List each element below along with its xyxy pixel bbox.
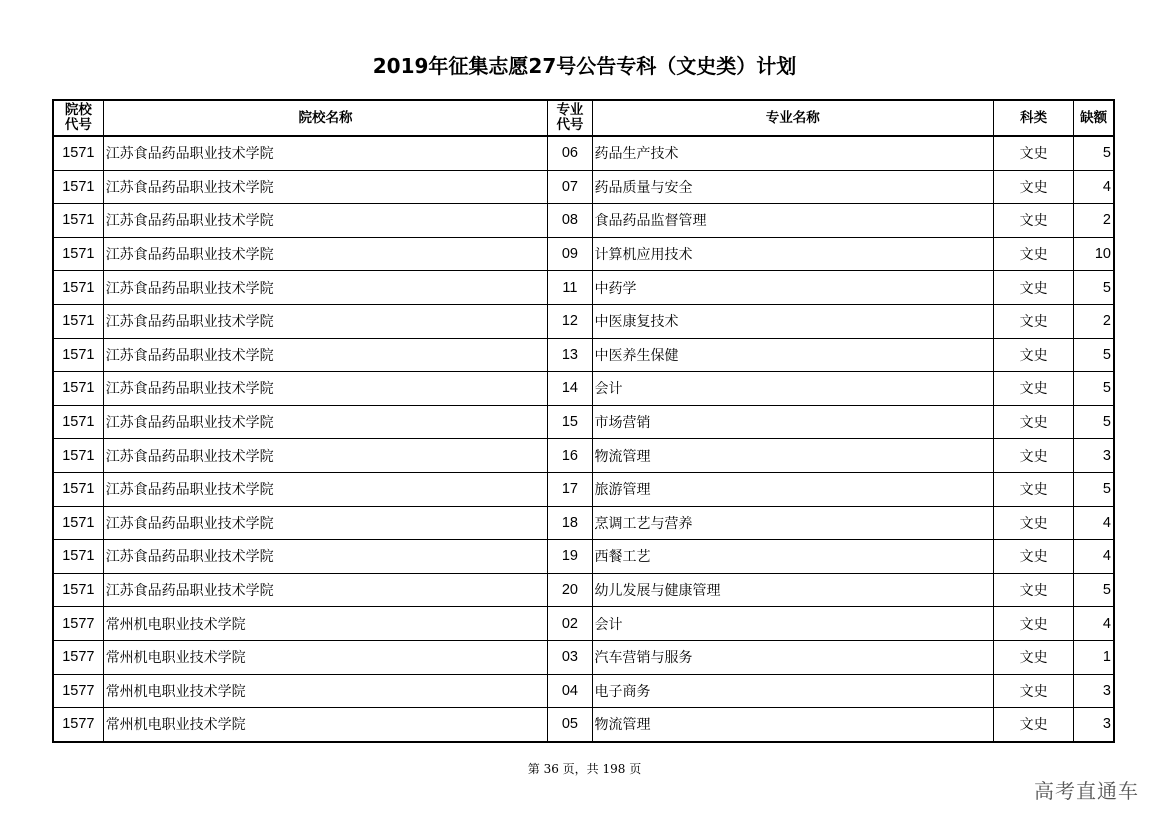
category-cell: 文史 bbox=[994, 607, 1074, 641]
header-vacancy: 缺额 bbox=[1074, 100, 1114, 136]
school-name-cell: 常州机电职业技术学院 bbox=[103, 708, 548, 742]
major-name-cell: 中医养生保健 bbox=[592, 338, 994, 372]
major-code-cell: 18 bbox=[548, 506, 592, 540]
major-code-cell: 17 bbox=[548, 472, 592, 506]
school-code-cell: 1571 bbox=[53, 439, 103, 473]
school-code-cell: 1571 bbox=[53, 204, 103, 238]
category-cell: 文史 bbox=[994, 338, 1074, 372]
header-category: 科类 bbox=[994, 100, 1074, 136]
table-row bbox=[53, 304, 1114, 338]
school-name-cell: 江苏食品药品职业技术学院 bbox=[103, 573, 548, 607]
school-code-cell: 1577 bbox=[53, 640, 103, 674]
major-code-cell: 05 bbox=[548, 708, 592, 742]
major-code-cell: 19 bbox=[548, 540, 592, 574]
school-name-cell: 常州机电职业技术学院 bbox=[103, 607, 548, 641]
header-school-code: 院校 代号 bbox=[53, 100, 103, 136]
category-cell: 文史 bbox=[994, 271, 1074, 305]
major-name-cell: 中药学 bbox=[592, 271, 994, 305]
vacancy-cell: 3 bbox=[1074, 708, 1114, 742]
header-major-name: 专业名称 bbox=[592, 100, 994, 136]
plan-table bbox=[52, 99, 1115, 743]
table-row bbox=[53, 573, 1114, 607]
school-name-cell: 江苏食品药品职业技术学院 bbox=[103, 271, 548, 305]
category-cell: 文史 bbox=[994, 439, 1074, 473]
major-name-cell: 幼儿发展与健康管理 bbox=[592, 573, 994, 607]
category-cell: 文史 bbox=[994, 204, 1074, 238]
school-code-cell: 1571 bbox=[53, 271, 103, 305]
major-name-cell: 烹调工艺与营养 bbox=[592, 506, 994, 540]
major-code-cell: 03 bbox=[548, 640, 592, 674]
major-code-cell: 16 bbox=[548, 439, 592, 473]
vacancy-cell: 3 bbox=[1074, 674, 1114, 708]
category-cell: 文史 bbox=[994, 640, 1074, 674]
school-name-cell: 江苏食品药品职业技术学院 bbox=[103, 439, 548, 473]
school-code-cell: 1571 bbox=[53, 338, 103, 372]
table-row bbox=[53, 674, 1114, 708]
vacancy-cell: 2 bbox=[1074, 204, 1114, 238]
school-name-cell: 江苏食品药品职业技术学院 bbox=[103, 372, 548, 406]
major-name-cell: 物流管理 bbox=[592, 708, 994, 742]
watermark: 高考直通车 bbox=[1034, 779, 1139, 803]
major-name-cell: 会计 bbox=[592, 607, 994, 641]
category-cell: 文史 bbox=[994, 573, 1074, 607]
major-code-cell: 11 bbox=[548, 271, 592, 305]
major-name-cell: 西餐工艺 bbox=[592, 540, 994, 574]
major-code-cell: 09 bbox=[548, 237, 592, 271]
page-title: 2019年征集志愿27号公告专科（文史类）计划 bbox=[372, 54, 797, 78]
school-name-cell: 江苏食品药品职业技术学院 bbox=[103, 237, 548, 271]
category-cell: 文史 bbox=[994, 506, 1074, 540]
major-name-cell: 电子商务 bbox=[592, 674, 994, 708]
major-code-cell: 15 bbox=[548, 405, 592, 439]
major-name-cell: 市场营销 bbox=[592, 405, 994, 439]
school-code-cell: 1571 bbox=[53, 304, 103, 338]
vacancy-cell: 4 bbox=[1074, 170, 1114, 204]
major-code-cell: 14 bbox=[548, 372, 592, 406]
school-name-cell: 江苏食品药品职业技术学院 bbox=[103, 136, 548, 170]
major-code-cell: 08 bbox=[548, 204, 592, 238]
school-code-cell: 1577 bbox=[53, 674, 103, 708]
school-code-cell: 1577 bbox=[53, 708, 103, 742]
vacancy-cell: 10 bbox=[1074, 237, 1114, 271]
major-name-cell: 汽车营销与服务 bbox=[592, 640, 994, 674]
header-major-code: 专业 代号 bbox=[548, 100, 592, 136]
category-cell: 文史 bbox=[994, 472, 1074, 506]
major-name-cell: 中医康复技术 bbox=[592, 304, 994, 338]
category-cell: 文史 bbox=[994, 708, 1074, 742]
school-name-cell: 江苏食品药品职业技术学院 bbox=[103, 170, 548, 204]
school-code-cell: 1571 bbox=[53, 540, 103, 574]
table-row bbox=[53, 372, 1114, 406]
vacancy-cell: 5 bbox=[1074, 271, 1114, 305]
table-row bbox=[53, 405, 1114, 439]
school-code-cell: 1577 bbox=[53, 607, 103, 641]
major-name-cell: 药品生产技术 bbox=[592, 136, 994, 170]
table-row bbox=[53, 338, 1114, 372]
category-cell: 文史 bbox=[994, 540, 1074, 574]
major-name-cell: 食品药品监督管理 bbox=[592, 204, 994, 238]
vacancy-cell: 5 bbox=[1074, 405, 1114, 439]
category-cell: 文史 bbox=[994, 237, 1074, 271]
major-code-cell: 07 bbox=[548, 170, 592, 204]
category-cell: 文史 bbox=[994, 170, 1074, 204]
vacancy-cell: 4 bbox=[1074, 506, 1114, 540]
table-row bbox=[53, 204, 1114, 238]
vacancy-cell: 5 bbox=[1074, 372, 1114, 406]
school-name-cell: 江苏食品药品职业技术学院 bbox=[103, 506, 548, 540]
table-row bbox=[53, 708, 1114, 742]
category-cell: 文史 bbox=[994, 372, 1074, 406]
major-name-cell: 会计 bbox=[592, 372, 994, 406]
vacancy-cell: 2 bbox=[1074, 304, 1114, 338]
table-row bbox=[53, 640, 1114, 674]
table-row bbox=[53, 607, 1114, 641]
school-name-cell: 常州机电职业技术学院 bbox=[103, 674, 548, 708]
vacancy-cell: 5 bbox=[1074, 338, 1114, 372]
table-body bbox=[53, 136, 1114, 742]
table-row bbox=[53, 439, 1114, 473]
vacancy-cell: 5 bbox=[1074, 573, 1114, 607]
table-row bbox=[53, 540, 1114, 574]
school-code-cell: 1571 bbox=[53, 237, 103, 271]
table-row bbox=[53, 271, 1114, 305]
table-row bbox=[53, 506, 1114, 540]
school-name-cell: 江苏食品药品职业技术学院 bbox=[103, 204, 548, 238]
school-code-cell: 1571 bbox=[53, 472, 103, 506]
header-school-name: 院校名称 bbox=[103, 100, 548, 136]
major-code-cell: 04 bbox=[548, 674, 592, 708]
school-name-cell: 江苏食品药品职业技术学院 bbox=[103, 304, 548, 338]
major-code-cell: 13 bbox=[548, 338, 592, 372]
category-cell: 文史 bbox=[994, 405, 1074, 439]
school-name-cell: 江苏食品药品职业技术学院 bbox=[103, 405, 548, 439]
table-row bbox=[53, 136, 1114, 170]
major-name-cell: 物流管理 bbox=[592, 439, 994, 473]
school-code-cell: 1571 bbox=[53, 170, 103, 204]
major-code-cell: 12 bbox=[548, 304, 592, 338]
school-code-cell: 1571 bbox=[53, 405, 103, 439]
school-code-cell: 1571 bbox=[53, 573, 103, 607]
table-row bbox=[53, 472, 1114, 506]
table-row bbox=[53, 237, 1114, 271]
page-footer: 第 36 页，共 198 页 bbox=[527, 762, 642, 776]
major-code-cell: 06 bbox=[548, 136, 592, 170]
category-cell: 文史 bbox=[994, 674, 1074, 708]
school-code-cell: 1571 bbox=[53, 372, 103, 406]
vacancy-cell: 3 bbox=[1074, 439, 1114, 473]
major-name-cell: 计算机应用技术 bbox=[592, 237, 994, 271]
major-code-cell: 02 bbox=[548, 607, 592, 641]
vacancy-cell: 5 bbox=[1074, 136, 1114, 170]
school-name-cell: 常州机电职业技术学院 bbox=[103, 640, 548, 674]
vacancy-cell: 5 bbox=[1074, 472, 1114, 506]
table-header-row bbox=[53, 100, 1114, 136]
category-cell: 文史 bbox=[994, 304, 1074, 338]
school-name-cell: 江苏食品药品职业技术学院 bbox=[103, 472, 548, 506]
category-cell: 文史 bbox=[994, 136, 1074, 170]
major-name-cell: 旅游管理 bbox=[592, 472, 994, 506]
school-name-cell: 江苏食品药品职业技术学院 bbox=[103, 338, 548, 372]
table-row bbox=[53, 170, 1114, 204]
school-code-cell: 1571 bbox=[53, 506, 103, 540]
vacancy-cell: 1 bbox=[1074, 640, 1114, 674]
vacancy-cell: 4 bbox=[1074, 607, 1114, 641]
school-name-cell: 江苏食品药品职业技术学院 bbox=[103, 540, 548, 574]
school-code-cell: 1571 bbox=[53, 136, 103, 170]
major-name-cell: 药品质量与安全 bbox=[592, 170, 994, 204]
vacancy-cell: 4 bbox=[1074, 540, 1114, 574]
major-code-cell: 20 bbox=[548, 573, 592, 607]
